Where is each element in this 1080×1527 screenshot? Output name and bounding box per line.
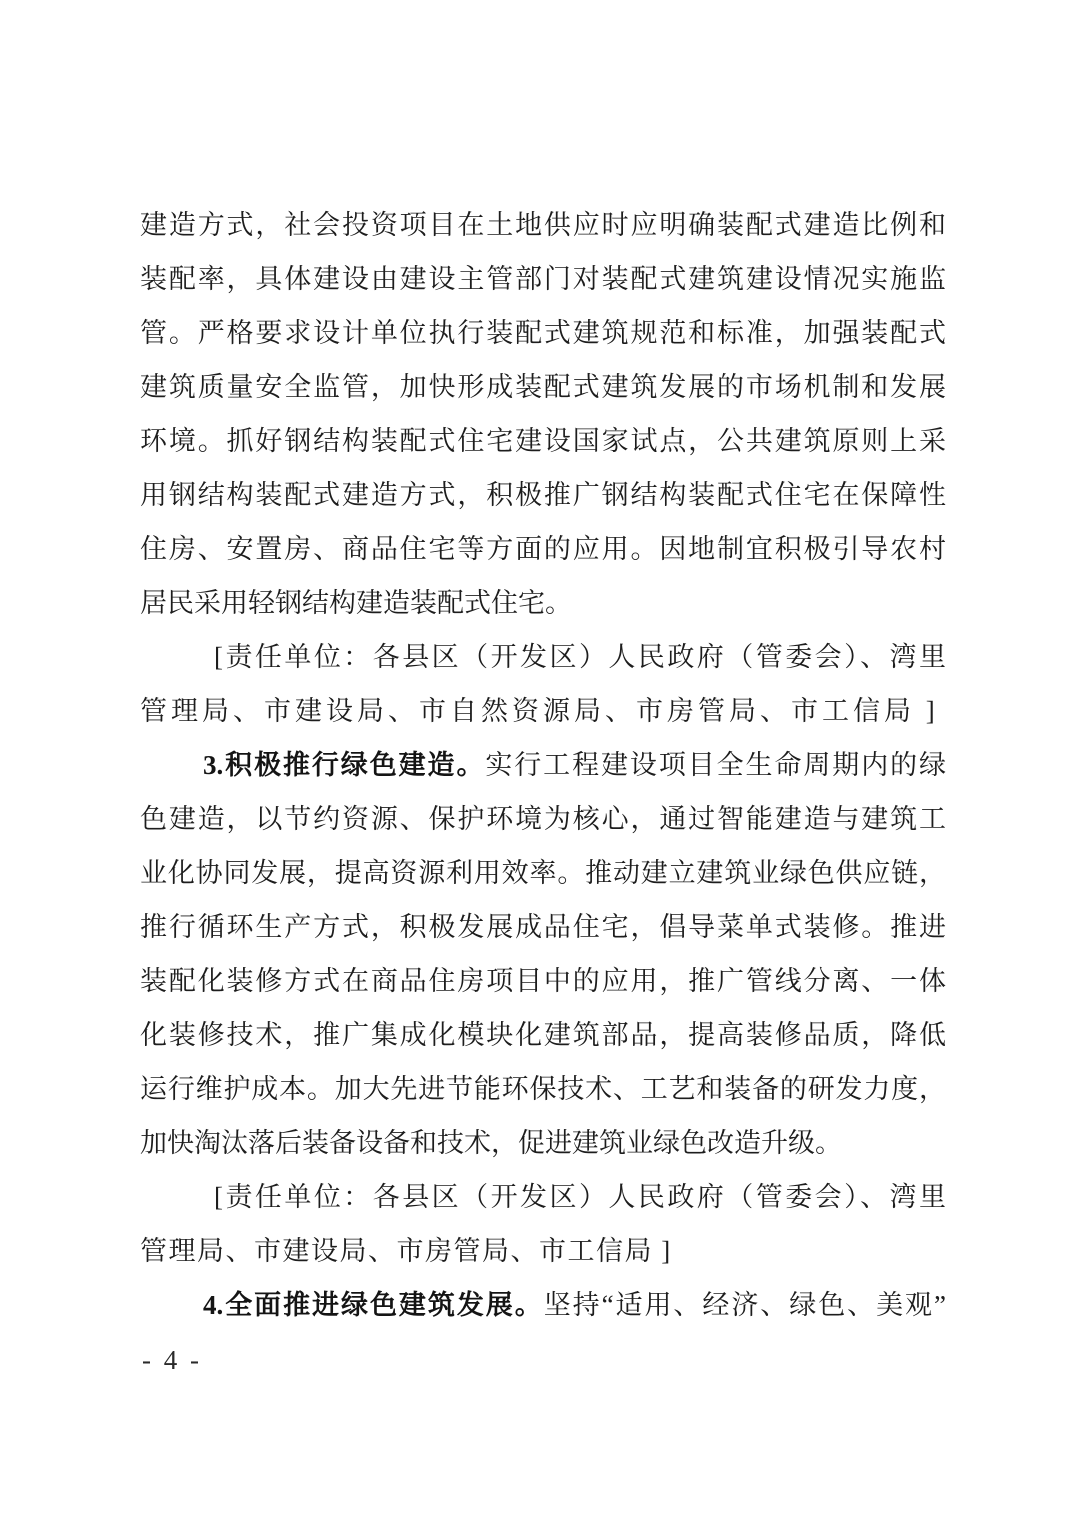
paragraph-4	[140, 1278, 946, 1332]
text-line: 建筑质量安全监管，加快形成装配式建筑发展的市场机制和发展	[140, 372, 946, 402]
text-segment: 实行工程建设项目全生命周期内的绿	[485, 750, 946, 780]
responsibility-note-2	[140, 1170, 946, 1278]
text-line: 运行维护成本。加大先进节能环保技术、工艺和装备的研发力度，	[140, 1074, 946, 1104]
section-heading: 3.积极推行绿色建造。	[203, 750, 486, 780]
text-line: 化装修技术，推广集成化模块化建筑部品，提高装修品质，降低	[140, 1020, 946, 1050]
paragraph-3	[140, 738, 946, 1170]
section-heading: 4.全面推进绿色建筑发展。	[203, 1290, 544, 1320]
paragraph-continued	[140, 198, 946, 630]
page-number: - 4 -	[142, 1345, 202, 1375]
text-line: 管理局、市建设局、市房管局、市工信局 ]	[140, 1236, 672, 1266]
text-line: 建造方式，社会投资项目在土地供应时应明确装配式建造比例和	[140, 210, 946, 240]
text-line: 管理局、市建设局、市自然资源局、市房管局、市工信局 ]	[140, 696, 939, 726]
text-line: 住房、安置房、商品住宅等方面的应用。因地制宜积极引导农村	[140, 534, 946, 564]
text-line: 居民采用轻钢结构建造装配式住宅。	[140, 588, 572, 618]
text-line: [责任单位：各县区（开发区）人民政府（管委会）、湾里	[214, 642, 946, 672]
text-line: 管。严格要求设计单位执行装配式建筑规范和标准，加强装配式	[140, 318, 946, 348]
text-line: 色建造，以节约资源、保护环境为核心，通过智能建造与建筑工	[140, 804, 946, 834]
text-line: 装配率，具体建设由建设主管部门对装配式建筑建设情况实施监	[140, 264, 946, 294]
text-line: 环境。抓好钢结构装配式住宅建设国家试点，公共建筑原则上采	[140, 426, 946, 456]
responsibility-note-1	[140, 630, 946, 738]
text-line	[140, 738, 946, 792]
text-line: 业化协同发展，提高资源利用效率。推动建立建筑业绿色供应链，	[140, 858, 946, 888]
text-line	[140, 1278, 946, 1332]
document-body	[140, 198, 946, 1332]
text-line: 加快淘汰落后装备设备和技术，促进建筑业绿色改造升级。	[140, 1128, 842, 1158]
text-segment: 坚持“适用、经济、绿色、美观”	[543, 1290, 946, 1320]
text-line: [责任单位：各县区（开发区）人民政府（管委会）、湾里	[214, 1182, 946, 1212]
text-line: 推行循环生产方式，积极发展成品住宅，倡导菜单式装修。推进	[140, 912, 946, 942]
text-line: 装配化装修方式在商品住房项目中的应用，推广管线分离、一体	[140, 966, 946, 996]
text-line: 用钢结构装配式建造方式，积极推广钢结构装配式住宅在保障性	[140, 480, 946, 510]
